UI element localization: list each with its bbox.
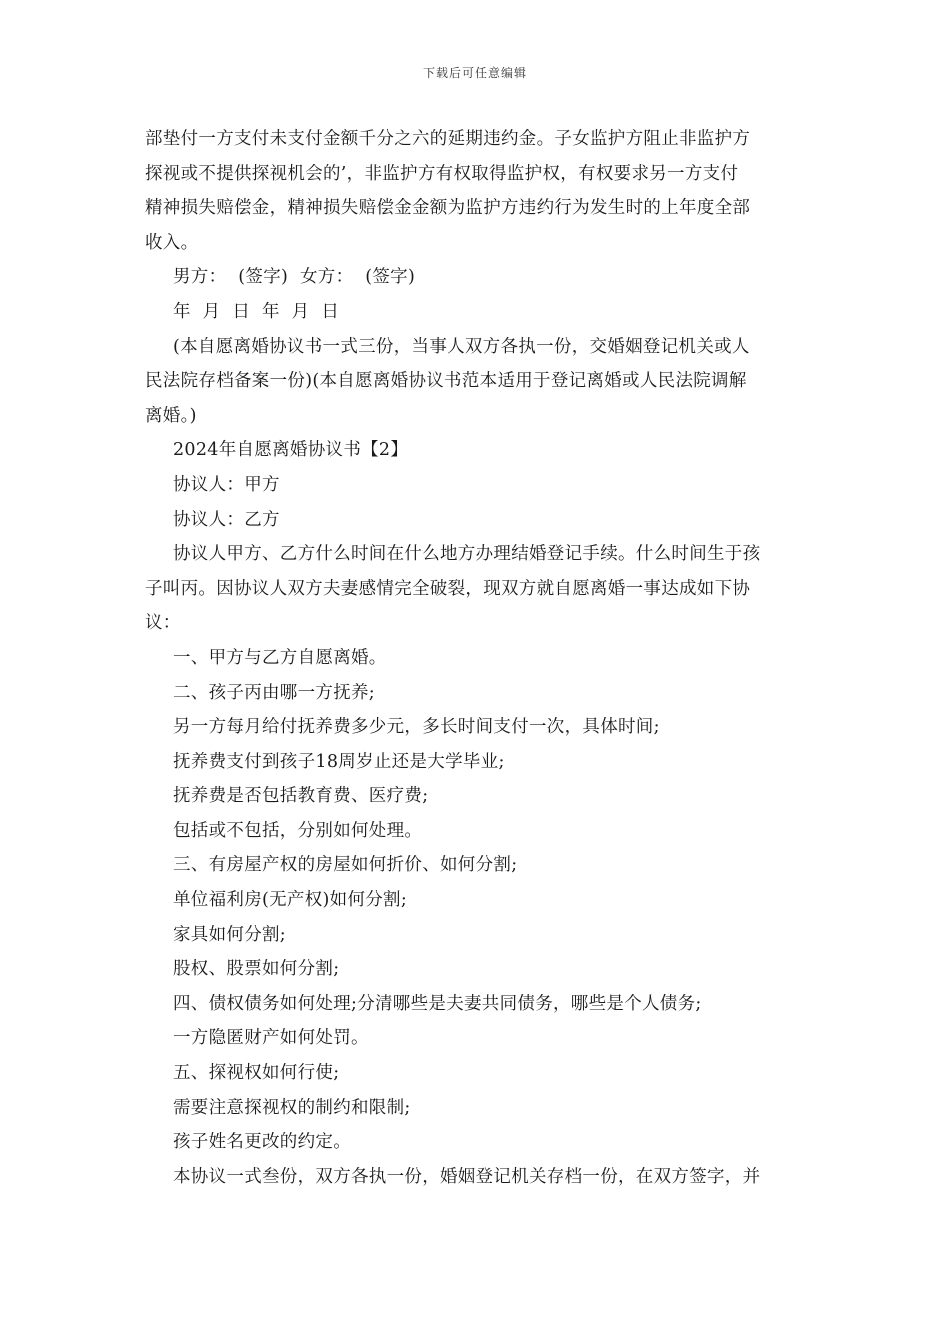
- paragraph-line: 收入。: [145, 232, 199, 253]
- paragraph-line: 2024年自愿离婚协议书【2】: [173, 440, 409, 461]
- paragraph-line: 男方： (签字) 女方： (签字): [173, 267, 416, 288]
- document-body: [145, 122, 809, 1194]
- paragraph-line: 孩子姓名更改的约定。: [173, 1132, 351, 1153]
- paragraph-line: 股权、股票如何分割;: [173, 959, 340, 980]
- page-header-note: 下载后可任意编辑: [422, 66, 527, 80]
- paragraph-line: 部垫付一方支付未支付金额千分之六的延期违约金。子女监护方阻止非监护方: [145, 129, 751, 149]
- paragraph-line: 需要注意探视权的制约和限制;: [173, 1097, 411, 1118]
- paragraph-line: (本自愿离婚协议书一式三份，当事人双方各执一份，交婚姻登记机关或人: [173, 336, 750, 357]
- paragraph-line: 协议人甲方、乙方什么时间在什么地方办理结婚登记手续。什么时间生于孩: [173, 544, 761, 565]
- paragraph-line: 家具如何分割;: [173, 924, 286, 945]
- paragraph-line: 议：: [145, 613, 181, 634]
- paragraph-line: 五、探视权如何行使;: [173, 1063, 340, 1084]
- paragraph-line: 四、债权债务如何处理;分清哪些是夫妻共同债务，哪些是个人债务;: [173, 993, 702, 1014]
- paragraph-line: 离婚。): [145, 405, 197, 426]
- paragraph-line: 协议人：甲方: [173, 474, 280, 495]
- paragraph-line: 一方隐匿财产如何处罚。: [173, 1028, 369, 1049]
- paragraph-line: 民法院存档备案一份)(本自愿离婚协议书范本适用于登记离婚或人民法院调解: [145, 371, 747, 392]
- paragraph-line: 单位福利房(无产权)如何分割;: [173, 890, 408, 911]
- paragraph-line: 抚养费支付到孩子18周岁止还是大学毕业;: [173, 751, 505, 772]
- paragraph-line: 另一方每月给付抚养费多少元，多长时间支付一次，具体时间;: [173, 717, 660, 738]
- paragraph-line: 年 月 日 年 月 日: [173, 301, 340, 322]
- paragraph-line: 探视或不提供探视机会的’，非监护方有权取得监护权，有权要求另一方支付: [145, 163, 739, 184]
- paragraph-line: 二、孩子丙由哪一方抚养;: [173, 682, 375, 703]
- paragraph-line: 子叫丙。因协议人双方夫妻感情完全破裂，现双方就自愿离婚一事达成如下协: [145, 578, 751, 599]
- paragraph-line: 本协议一式叁份，双方各执一份，婚姻登记机关存档一份，在双方签字，并: [173, 1166, 761, 1187]
- paragraph-line: 三、有房屋产权的房屋如何折价、如何分割;: [173, 855, 518, 876]
- paragraph-line: 一、甲方与乙方自愿离婚。: [173, 647, 387, 668]
- paragraph-line: 协议人：乙方: [173, 509, 280, 530]
- paragraph-line: 包括或不包括，分别如何处理。: [173, 820, 423, 841]
- paragraph-line: 抚养费是否包括教育费、医疗费;: [173, 786, 429, 807]
- paragraph-line: 精神损失赔偿金，精神损失赔偿金金额为监护方违约行为发生时的上年度全部: [145, 198, 751, 219]
